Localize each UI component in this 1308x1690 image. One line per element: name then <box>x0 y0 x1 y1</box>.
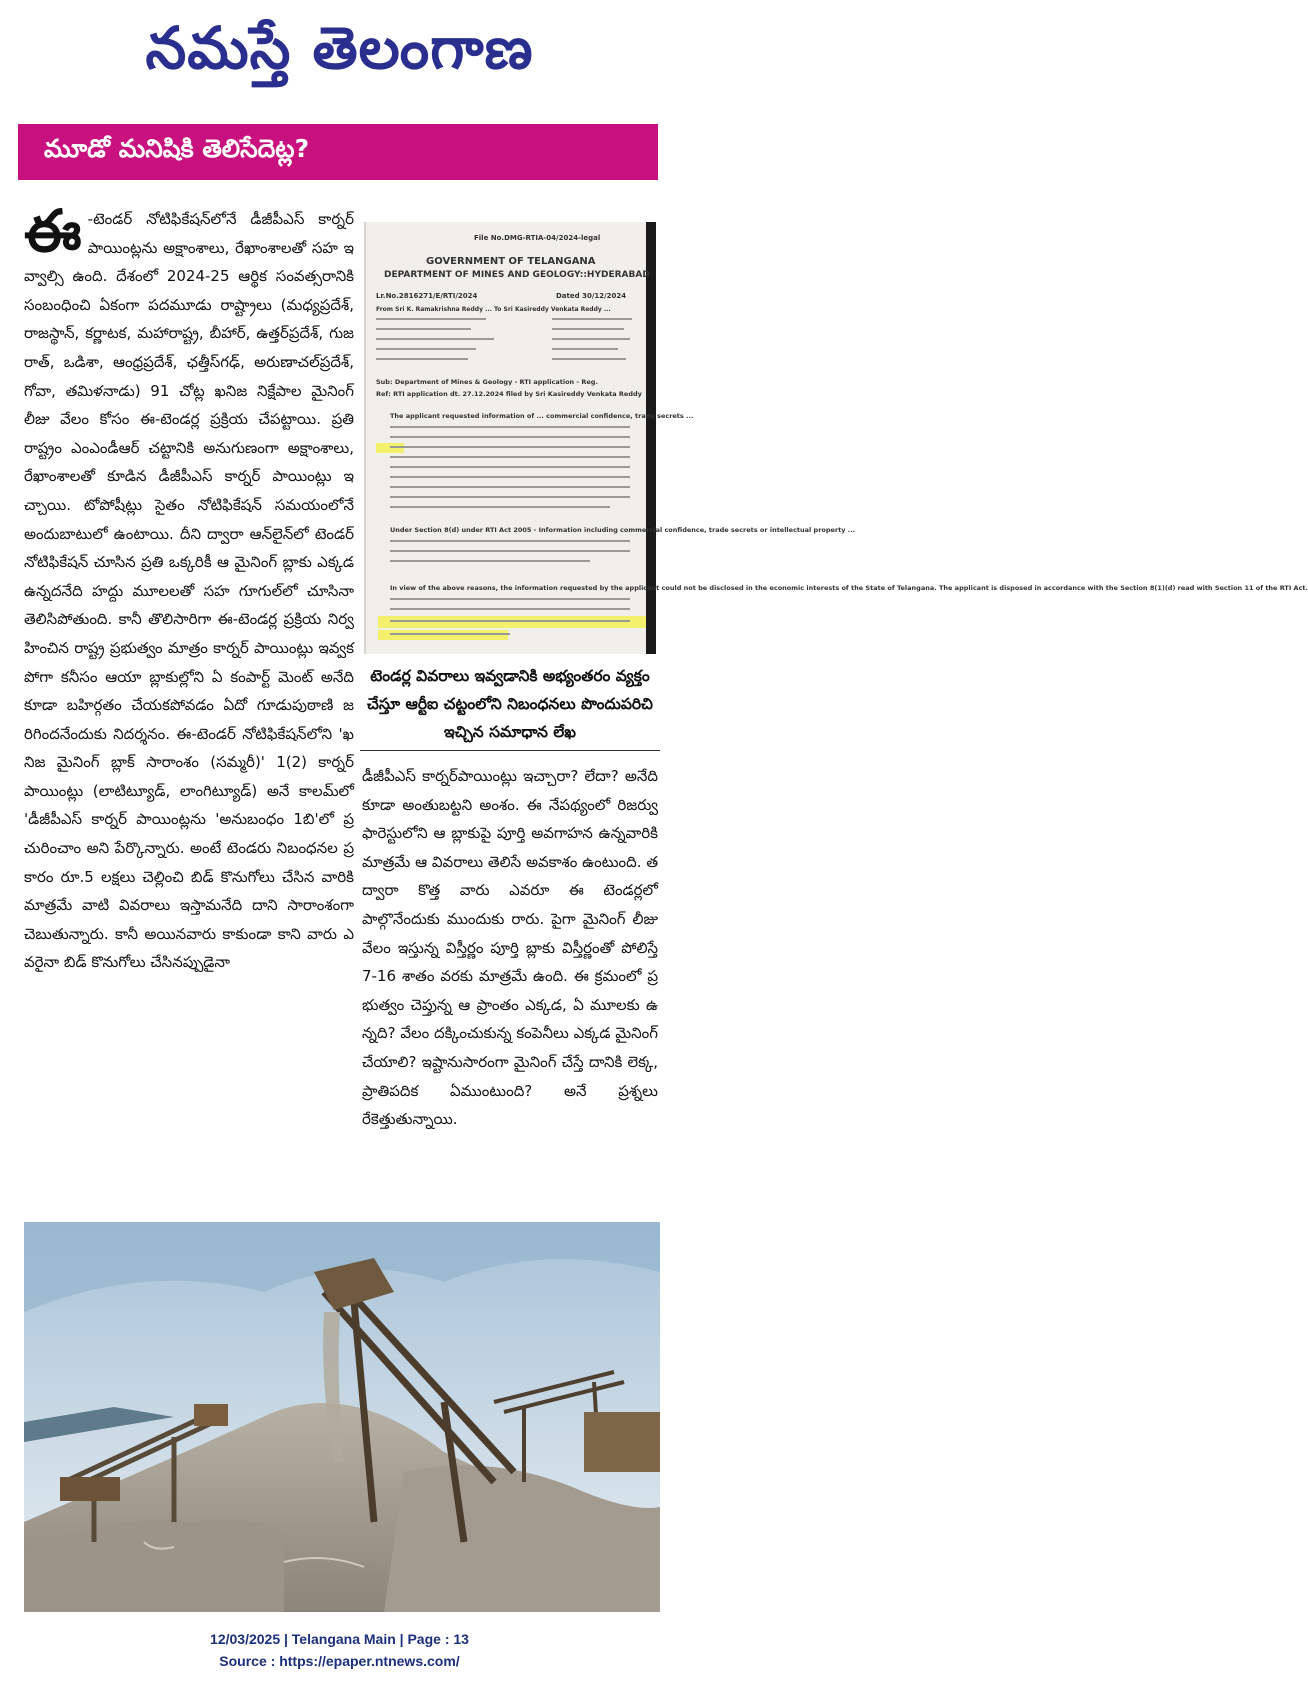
letter-header-2: DEPARTMENT OF MINES AND GEOLOGY::HYDERABAD <box>384 270 650 280</box>
footer-source[interactable]: Source : https://epaper.ntnews.com/ <box>219 1653 460 1669</box>
headline-text: మూడో మనిషికి తెలిసేదెట్ల? <box>44 134 310 163</box>
letter-no: Lr.No.2816271/E/RTI/2024 <box>376 292 478 300</box>
mining-conveyor-photo <box>24 1222 660 1612</box>
letter-caption: టెండర్ల వివరాలు ఇవ్వడానికి అభ్యంతరం వ్యక్తం చేస్తూ ఆర్టీఐ చట్టంలోని నిబంధనలు పొందుపరిచి ఇచ్చిన సమాధాన లేఖ <box>367 667 653 741</box>
article-left-column <box>24 197 354 1205</box>
letter-closing: In view of the above reasons, the information requested by the applicant could not be disclosed in the economic interests of the State of Telangana. The applicant is disposed in accordance with the Section 8(1)(d) read with Section 11 of the RTI Act. <box>390 584 1308 592</box>
letter-header-1: GOVERNMENT OF TELANGANA <box>426 256 596 267</box>
headline-bar <box>18 124 658 180</box>
dropcap: ఈ <box>24 197 82 265</box>
letter-reference: Ref: RTI application dt. 27.12.2024 filed by Sri Kasireddy Venkata Reddy <box>376 390 642 398</box>
left-column-text: -టెండర్ నోటిఫికేషన్‌లోనే డీజీపీఎస్ కార్నర్ పాయింట్లను అక్షాంశాలు, రేఖాంశాలతో సహ ఇవ్వాల్సి ఉంది. దేశంలో 2024-25 ఆర్థిక సంవత్సరానికి సంబంధించి ఏకంగా పదమూడు రాష్ట్రాలు (మధ్యప్రదేశ్, రాజస్థాన్, కర్ణాటక, మహారాష్ట్ర, బీహార్, ఉత్తర్‌ప్రదేశ్, గుజరాత్, ఒడిశా, ఆంధ్రప్రదేశ్, ఛత్తీస్‌గఢ్, అరుణాచల్‌ప్రదేశ్, గోవా, తమిళనాడు) 91 చోట్ల ఖనిజ నిక్షేపాల మైనింగ్ లీజు వేలం కోసం ఈ-టెండర్ల ప్రక్రియ చేపట్టాయి. ప్రతి రాష్ట్రం ఎంఎండీఆర్ చట్టానికి అనుగుణంగా అక్షాంశాలు, రేఖాంశాలతో కూడిన డీజీపీఎస్ కార్నర్ పాయింట్లు ఇచ్చాయి. టోపోషీట్లు సైతం నోటిఫికేషన్ సమయంలోనే అందుబాటులో ఉంటాయి. దీని ద్వారా ఆన్‌లైన్‌లో టెండర్ నోటిఫికేషన్ చూసిన ప్రతి ఒక్కరికీ ఆ మైనింగ్ బ్లాకు ఎక్కడ ఉన్నదనేది హద్దు మూలలతో సహ గూగుల్‌లో చూసినా తెలిసిపోతుంది. కానీ తొలిసారిగా ఈ-టెండర్ల ప్రక్రియ నిర్వహించిన రాష్ట్ర ప్రభుత్వం మాత్రం కార్నర్ పాయింట్లు ఇవ్వక పోగా కనీసం ఆయా బ్లాకుల్లోని ఏ కంపార్ట్ మెంట్ అనేది కూడా బహిర్గతం చేయకపోవడం ఏదో గూడుపుఠాణి జరిగిందనేందుకు నిదర్శనం. ఈ-టెండర్ నోటిఫికేషన్‌లోని 'ఖనిజ మైనింగ్ బ్లాక్ సారాంశం (సమ్మరీ)' 1(2) కార్నర్ పాయింట్లు (లాటిట్యూడ్, లాంగిట్యూడ్) అనే కాలమ్‌లో 'డీజీపీఎస్ కార్నర్ పాయింట్లను 'అనుబంధం 1బి'లో ప్రచురించాం అని పేర్కొన్నారు. అంటే టెండరు నిబంధనల ప్రకారం రూ.5 లక్షలు చెల్లించి బిడ్ కొనుగోలు చేసిన వారికి మాత్రమే వాటి వివరాలు ఇస్తామనేది దాని సారాంశంగా చెబుతున్నారు. కానీ అయినవారు కాకుండా కాని వారు ఎవరైనా బిడ్ కొనుగోలు చేసినప్పుడైనా <box>24 210 354 972</box>
letter-dated: Dated 30/12/2024 <box>556 292 627 300</box>
letter-section: Under Section 8(d) under RTI Act 2005 - Information including commercial confidence, trade secrets or intellectual property ... <box>390 526 856 534</box>
rti-letter-image <box>364 222 1308 654</box>
masthead <box>0 0 679 112</box>
letter-file-no: File No.DMG-RTIA-04/2024-legal <box>474 234 601 242</box>
caption-rule <box>360 750 660 751</box>
footer-date-edition: 12/03/2025 | Telangana Main | Page : 13 <box>210 1631 469 1647</box>
page-footer <box>0 1628 679 1672</box>
right-column-text: డీజీపీఎస్ కార్నర్‌పాయింట్లు ఇచ్చారా? లేదా? అనేది కూడా అంతుబట్టని అంశం. ఈ నేపథ్యంలో రిజర్వు ఫారెస్టులోని ఆ బ్లాకుపై పూర్తి అవగాహన ఉన్నవారికి మాత్రమే ఆ వివరాలు తెలిసే అవకాశం ఉంటుంది. తద్వారా కొత్త వారు ఎవరూ ఈ టెండర్లలో పాల్గొనేందుకు ముందుకు రారు. పైగా మైనింగ్ లీజు వేలం ఇస్తున్న విస్తీర్ణం పూర్తి బ్లాకు విస్తీర్ణంతో పోలిస్తే 7-16 శాతం వరకు మాత్రమే ఉంది. ఈ క్రమంలో ప్రభుత్వం చెప్తున్న ఆ ప్రాంతం ఎక్కడ, ఏ మూలకు ఉన్నది? వేలం దక్కించుకున్న కంపెనీలు ఎక్కడ మైనింగ్ చేయాలి? ఇష్టానుసారంగా మైనింగ్ చేస్తే దానికి లెక్క, ప్రాతిపదిక ఏముంటుంది? అనే ప్రశ్నలు రేకెత్తుతున్నాయి. <box>362 767 658 1129</box>
letter-body: The applicant requested information of ... commercial confidence, trade secrets ... <box>390 412 694 420</box>
article-right-column <box>362 762 658 1212</box>
left-paragraph <box>24 197 354 977</box>
masthead-title: నమస్తే తెలంగాణ <box>145 14 534 82</box>
letter-from-to: From Sri K. Ramakrishna Reddy ... To Sri Kasireddy Venkata Reddy ... <box>376 306 611 313</box>
letter-subject: Sub: Department of Mines & Geology - RTI application - Reg. <box>376 378 598 386</box>
conveyor-gravel-illustration <box>24 1222 660 1612</box>
